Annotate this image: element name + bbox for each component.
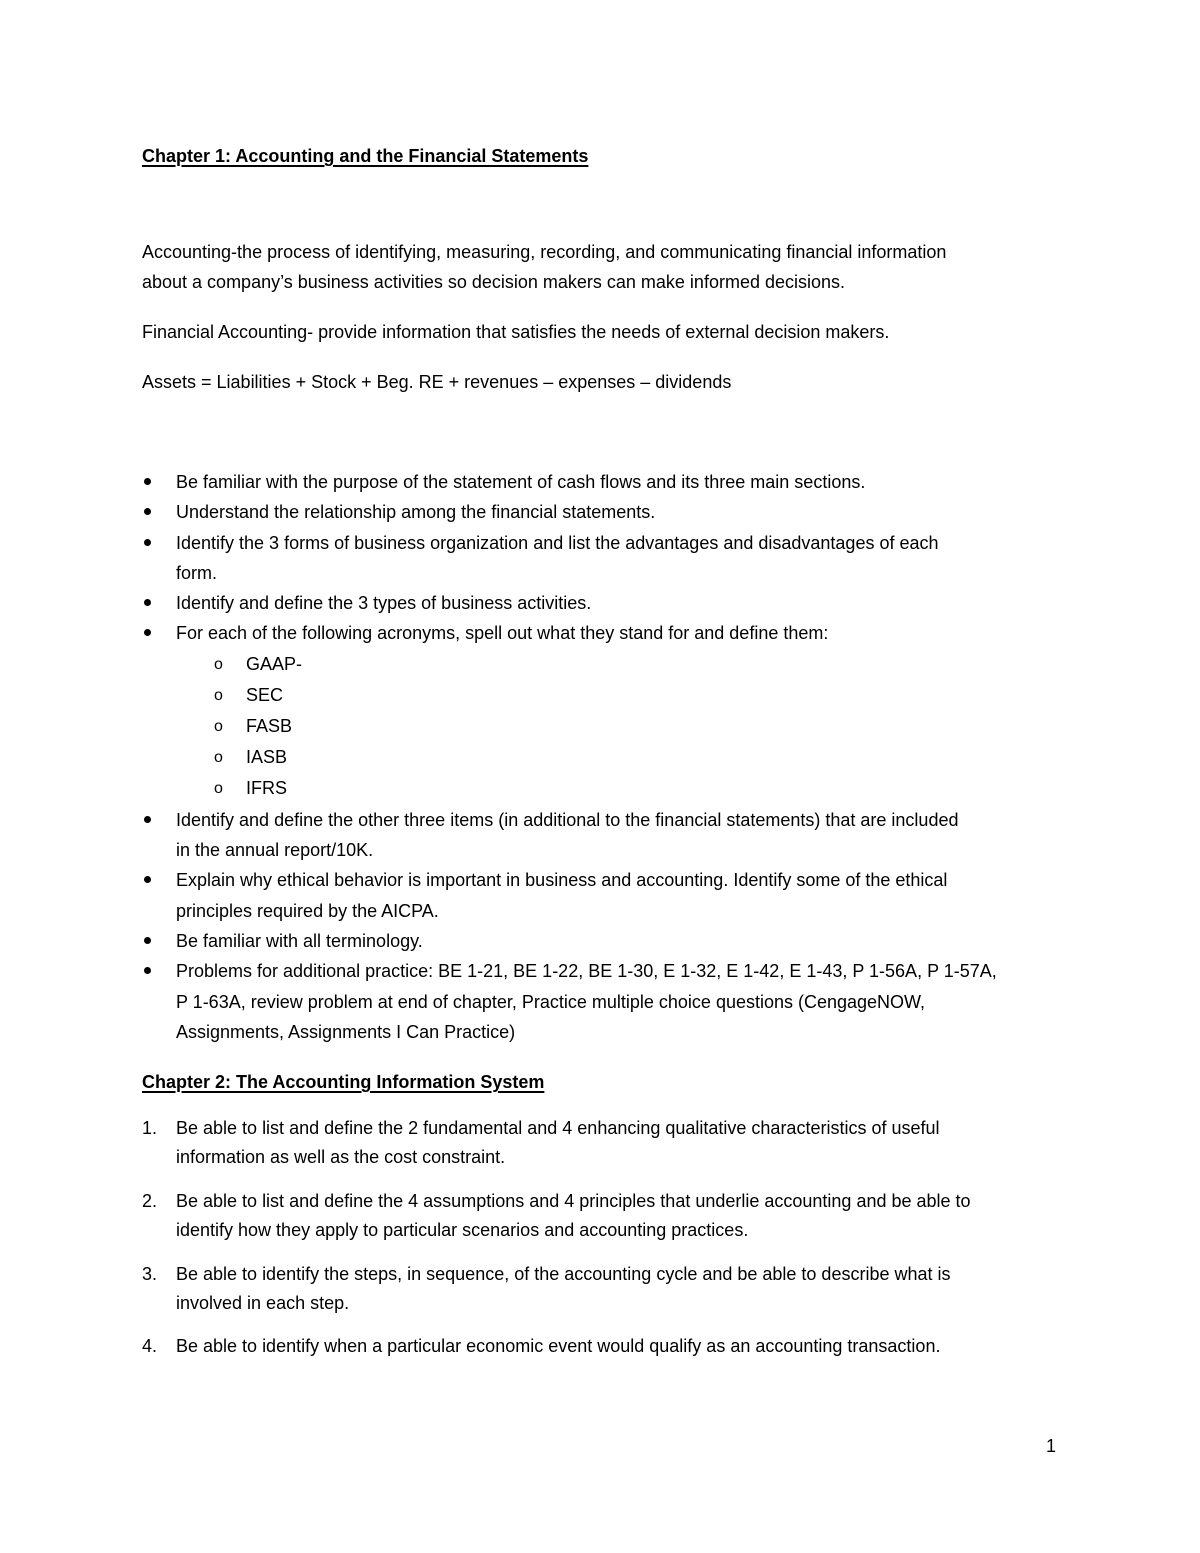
sub-bullet-icon: o [214,656,223,673]
bullet-icon [144,478,151,485]
acronym-item: IFRS [246,778,288,798]
numbered-item-continuation: identify how they apply to particular scenarios and accounting practices. [176,1220,749,1240]
list-number: 1. [142,1118,158,1138]
numbered-item-continuation: involved in each step. [176,1293,350,1313]
bullet-item-continuation: in the annual report/10K. [176,840,374,860]
bullet-icon [144,599,151,606]
numbered-item-continuation: information as well as the cost constraint. [176,1147,506,1167]
list-number: 3. [142,1264,158,1284]
numbered-item: Be able to list and define the 2 fundamental and 4 enhancing qualitative characteristics of useful [176,1118,940,1138]
bullet-item: Explain why ethical behavior is important in business and accounting. Identify some of the ethical [176,870,948,890]
acronym-item: IASB [246,747,288,767]
bullet-item: Be familiar with all terminology. [176,931,423,951]
sub-bullet-icon: o [214,749,223,766]
bullet-item: Understand the relationship among the financial statements. [176,502,656,522]
financial-accounting-definition: Financial Accounting- provide information that satisfies the needs of external decision makers. [142,322,890,342]
bullet-item: Identify the 3 forms of business organization and list the advantages and disadvantages of each [176,533,939,553]
numbered-item: Be able to list and define the 4 assumptions and 4 principles that underlie accounting and be able to [176,1191,971,1211]
bullet-item: Problems for additional practice: BE 1-21, BE 1-22, BE 1-30, E 1-32, E 1-42, E 1-43, P 1-56A, P 1-57A, [176,961,997,981]
sub-bullet-icon: o [214,718,223,735]
list-number: 4. [142,1336,158,1356]
accounting-definition-line-2: about a company’s business activities so decision makers can make informed decisions. [142,272,846,292]
bullet-item-continuation: form. [176,563,218,583]
bullet-icon [144,967,151,974]
chapter-2-heading: Chapter 2: The Accounting Information System [142,1072,545,1092]
bullet-item-continuation: P 1-63A, review problem at end of chapter, Practice multiple choice questions (CengageNOW, [176,992,926,1012]
chapter-1-heading: Chapter 1: Accounting and the Financial Statements [142,146,589,166]
acronym-item: GAAP- [246,654,303,674]
page-number: 1 [1046,1436,1057,1456]
accounting-definition-line-1: Accounting-the process of identifying, measuring, recording, and communicating financial information [142,242,947,262]
numbered-item: Be able to identify when a particular economic event would qualify as an accounting transaction. [176,1336,941,1356]
bullet-item: Identify and define the other three items (in additional to the financial statements) that are included [176,810,959,830]
sub-bullet-icon: o [214,780,223,797]
bullet-item-continuation: Assignments, Assignments I Can Practice) [176,1022,516,1042]
acronym-item: SEC [246,685,284,705]
bullet-icon [144,539,151,546]
bullet-item-continuation: principles required by the AICPA. [176,901,439,921]
bullet-icon [144,508,151,515]
bullet-icon [144,629,151,636]
bullet-item: Identify and define the 3 types of business activities. [176,593,592,613]
list-number: 2. [142,1191,158,1211]
accounting-equation: Assets = Liabilities + Stock + Beg. RE + revenues – expenses – dividends [142,372,732,392]
bullet-item: For each of the following acronyms, spell out what they stand for and define them: [176,623,829,643]
sub-bullet-icon: o [214,687,223,704]
bullet-icon [144,816,151,823]
bullet-icon [144,937,151,944]
bullet-item: Be familiar with the purpose of the statement of cash flows and its three main sections. [176,472,866,492]
numbered-item: Be able to identify the steps, in sequence, of the accounting cycle and be able to describe what is [176,1264,951,1284]
acronym-item: FASB [246,716,293,736]
bullet-icon [144,876,151,883]
